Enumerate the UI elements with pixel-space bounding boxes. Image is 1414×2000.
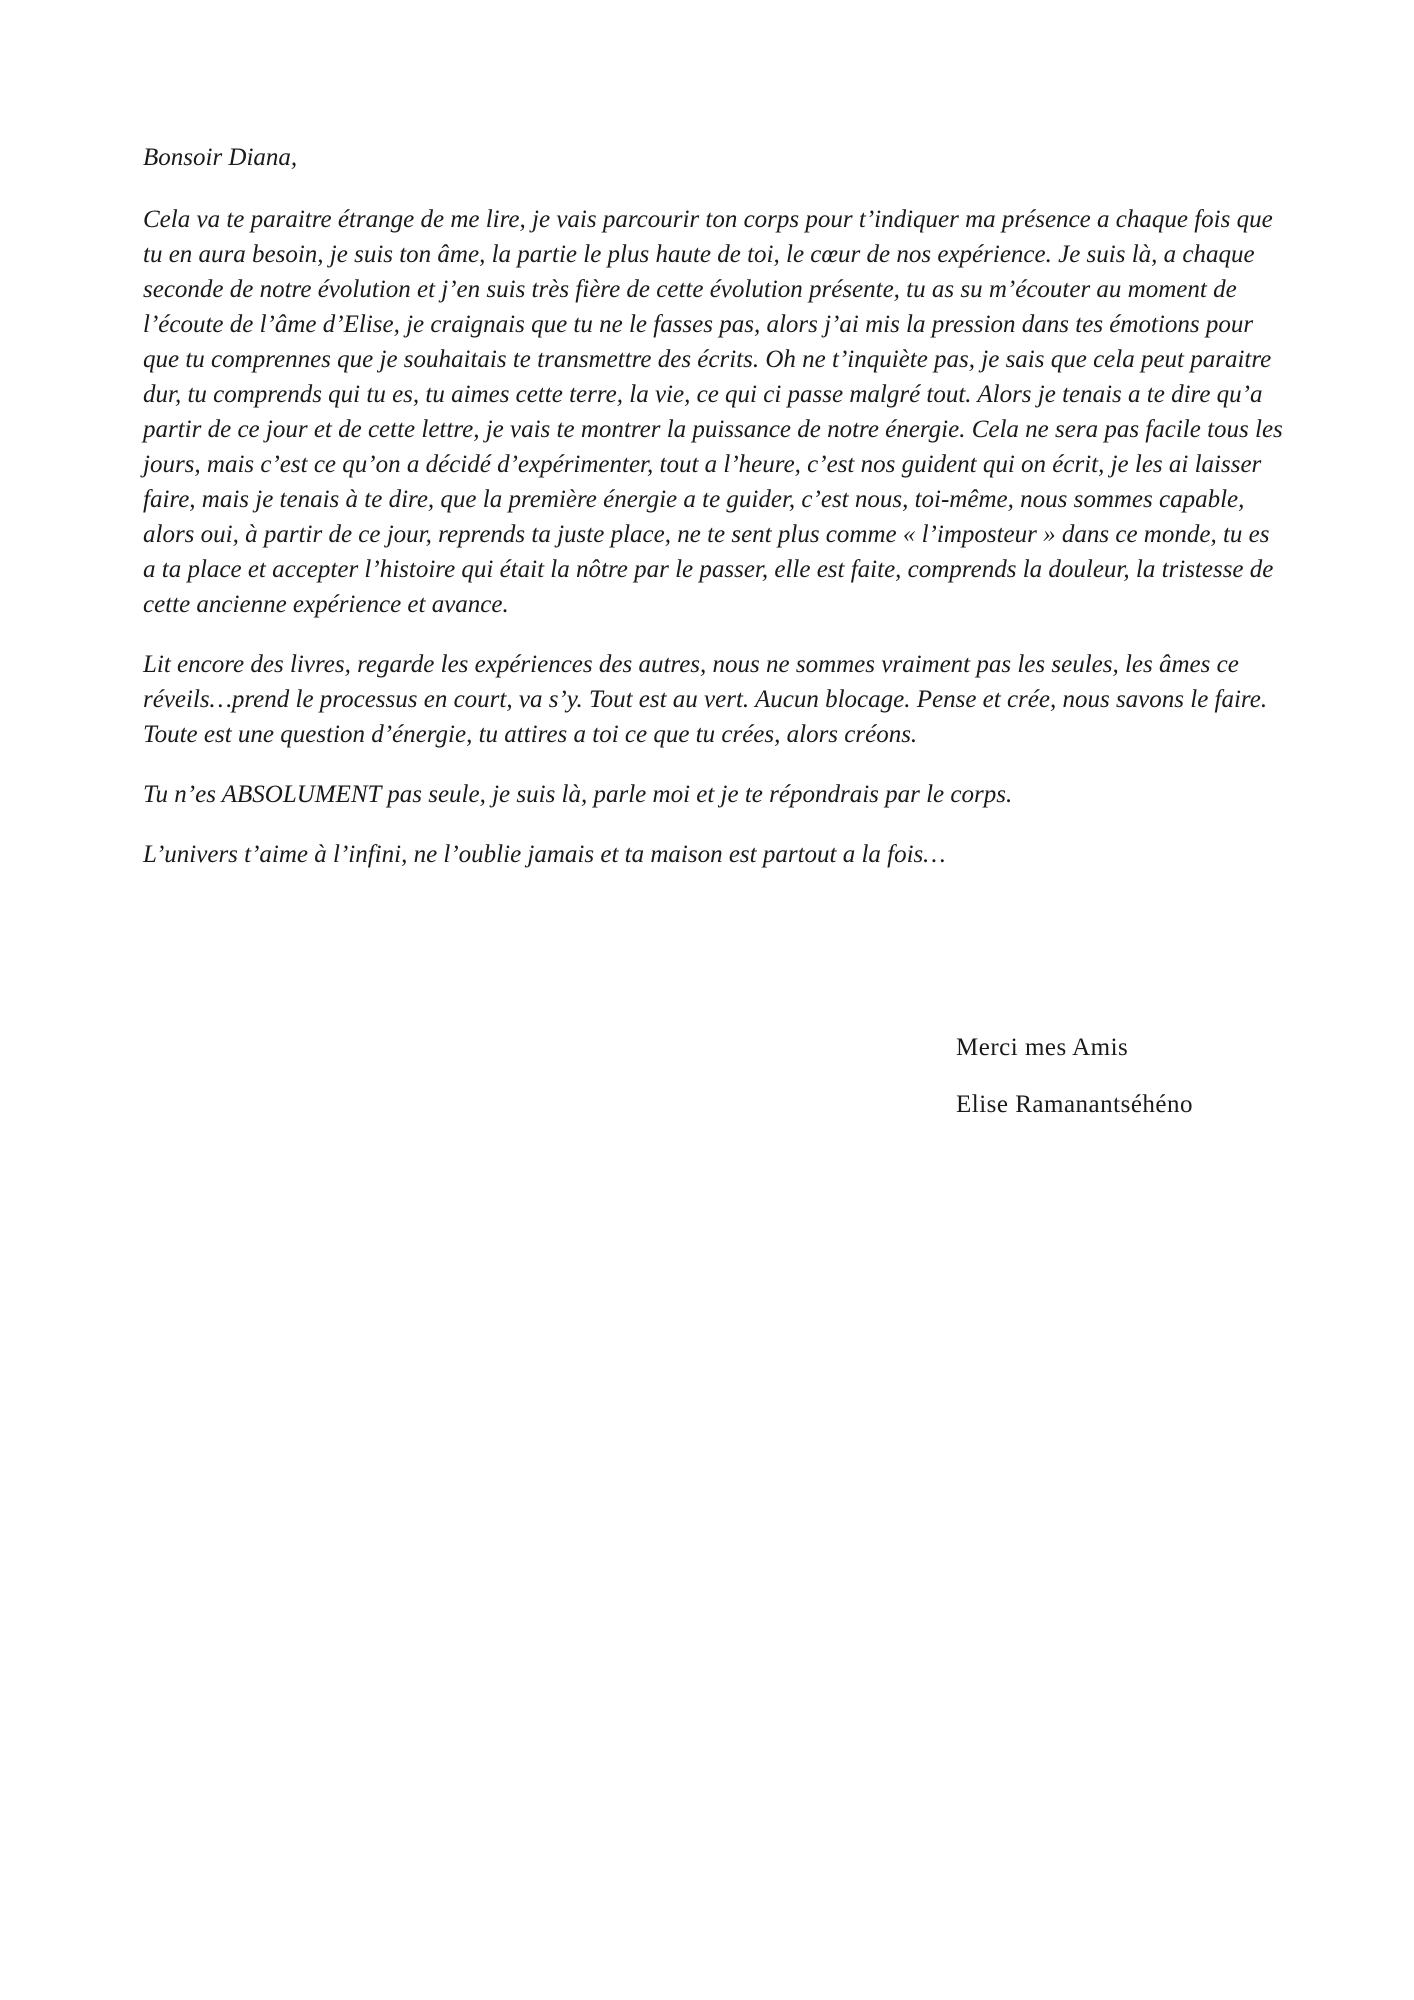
letter-paragraph-universe: L’univers t’aime à l’infini, ne l’oublie jamais et ta maison est partout a la fois… bbox=[143, 841, 946, 868]
letter-greeting: Bonsoir Diana, bbox=[143, 144, 298, 171]
letter-opening-line: Cela va te paraitre étrange de me lire, je vais parcourir ton corps pour t’indiquer ma présence a chaque fois que bbox=[143, 206, 1273, 233]
signature-block bbox=[956, 1030, 1193, 1144]
signature-name: Elise Ramanantséhéno bbox=[956, 1091, 1194, 1118]
signature-thanks: Merci mes Amis bbox=[956, 1034, 1129, 1061]
letter-paragraph-main: tu en aura besoin, je suis ton âme, la partie le plus haute de toi, le cœur de nos expérience. Je suis là, a chaque seconde de notre évolution et j’en suis très fière de cette évolution présente, tu as su m’écouter au moment de l’écoute de l’âme d’Elise, je craignais que tu ne le fasses pas, alors j’ai mis la pression dans tes émotions pour que tu comprennes que je souhaitais te transmettre des écrits. Oh ne t’inquiète pas, je sais que cela peut paraitre dur, tu comprends qui tu es, tu aimes cette terre, la vie, ce qui ci passe malgré tout. Alors je tenais a te dire qu’a partir de ce jour et de cette lettre, je vais te montrer la puissance de notre énergie. Cela ne sera pas facile tous les jours, mais c’est ce qu’on a décidé d’expérimenter, tout a l’heure, c’est nos guident qui on écrit, je les ai laisser faire, mais je tenais à te dire, que la première énergie a te guider, c’est nous, toi-même, nous sommes capable, alors oui, à partir de ce jour, reprends ta juste place, ne te sent plus comme « l’imposteur » dans ce monde, tu es a ta place et accepter l’histoire qui était la nôtre par le passer, elle est faite, comprends la douleur, la tristesse de cette ancienne expérience et avance. bbox=[143, 241, 1283, 618]
letter-paragraph-not-alone: Tu n’es ABSOLUMENT pas seule, je suis là, parle moi et je te répondrais par le corps. bbox=[143, 781, 1013, 808]
letter-paragraph-books: Lit encore des livres, regarde les expériences des autres, nous ne sommes vraiment pas les seules, les âmes ce réveils…prend le processus en court, va s’y. Tout est au vert. Aucun blocage. Pense et crée, nous savons le faire. Toute est une question d’énergie, tu attires a toi ce que tu crées, alors créons. bbox=[143, 651, 1268, 748]
letter-body bbox=[143, 140, 1283, 897]
